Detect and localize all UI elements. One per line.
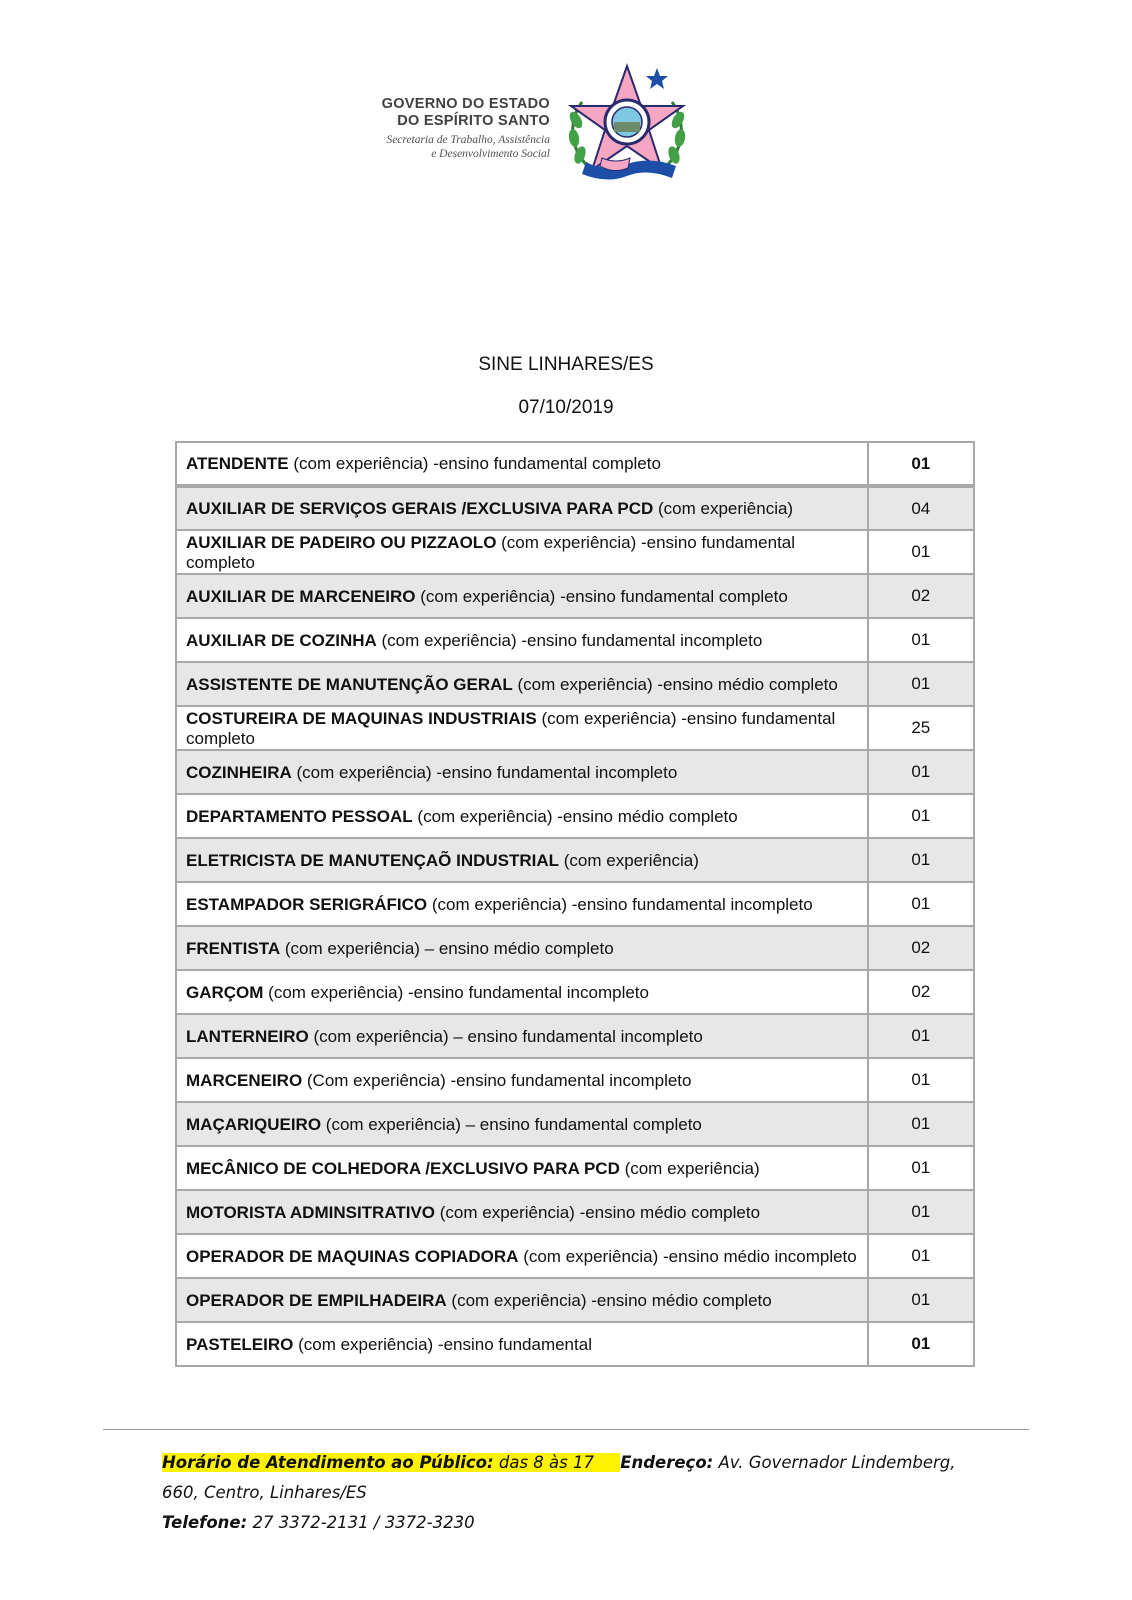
gov-line-1: GOVERNO DO ESTADO xyxy=(381,96,550,112)
job-description-cell xyxy=(176,970,868,1014)
job-title: MECÂNICO DE COLHEDORA /EXCLUSIVO PARA PCD xyxy=(186,1158,620,1178)
hours-highlight xyxy=(162,1453,620,1472)
job-description-cell xyxy=(176,1102,868,1146)
job-description-cell xyxy=(176,750,868,794)
job-requirements: (com experiência) -ensino fundamental completo xyxy=(186,532,796,572)
table-row xyxy=(176,926,974,970)
secretaria-line-1: Secretaria de Trabalho, Assistência xyxy=(386,134,550,146)
job-vacancies-cell: 01 xyxy=(868,442,974,486)
job-vacancies-cell: 01 xyxy=(868,1278,974,1322)
job-title: PASTELEIRO xyxy=(186,1334,294,1354)
job-description-cell xyxy=(176,662,868,706)
job-vacancies-cell: 01 xyxy=(868,882,974,926)
page-title: SINE LINHARES/ES xyxy=(478,354,654,375)
job-vacancies-cell: 02 xyxy=(868,970,974,1014)
job-vacancies-cell: 01 xyxy=(868,1014,974,1058)
page-date: 07/10/2019 xyxy=(518,397,614,418)
job-requirements: (com experiência) – ensino médio completo xyxy=(280,938,614,958)
address-label: Endereço: xyxy=(620,1453,714,1472)
job-description-cell xyxy=(176,838,868,882)
job-description-cell xyxy=(176,1278,868,1322)
job-title: ESTAMPADOR SERIGRÁFICO xyxy=(186,894,428,914)
job-title: ATENDENTE xyxy=(186,454,289,473)
job-requirements: (com experiência) -ensino fundamental completo xyxy=(415,586,788,606)
phone-value: 27 3372-2131 / 3372-3230 xyxy=(247,1513,475,1532)
job-title: OPERADOR DE EMPILHADEIRA xyxy=(186,1290,447,1310)
job-vacancies-cell: 01 xyxy=(868,530,974,574)
job-requirements: (com experiência) -ensino fundamental incompleto xyxy=(263,982,649,1002)
job-title: COZINHEIRA xyxy=(186,762,292,782)
state-coat-of-arms-icon xyxy=(562,62,692,190)
job-vacancies-cell: 01 xyxy=(868,1234,974,1278)
hours-value: das 8 às 17 xyxy=(493,1453,621,1472)
table-row xyxy=(176,662,974,706)
gov-line-2: DO ESPÍRITO SANTO xyxy=(397,113,550,129)
table-row xyxy=(176,486,974,530)
job-title: OPERADOR DE MAQUINAS COPIADORA xyxy=(186,1246,519,1266)
job-title: FRENTISTA xyxy=(186,938,281,958)
footer xyxy=(162,1448,982,1538)
table-row xyxy=(176,1322,974,1366)
job-description-cell xyxy=(176,442,868,486)
job-vacancies-cell: 01 xyxy=(868,1102,974,1146)
job-title: LANTERNEIRO xyxy=(186,1026,309,1046)
job-requirements: (com experiência) xyxy=(559,850,699,870)
table-row xyxy=(176,1102,974,1146)
job-requirements: (com experiência) -ensino fundamental incompleto xyxy=(376,630,763,650)
job-requirements: (com experiência) – ensino fundamental incompleto xyxy=(308,1026,703,1046)
job-title: AUXILIAR DE COZINHA xyxy=(186,630,377,650)
job-title: AUXILIAR DE SERVIÇOS GERAIS /EXCLUSIVA PARA PCD xyxy=(186,499,654,518)
job-vacancies-cell: 01 xyxy=(868,838,974,882)
table-row xyxy=(176,1278,974,1322)
job-title: ASSISTENTE DE MANUTENÇÃO GERAL xyxy=(186,674,513,694)
table-row xyxy=(176,530,974,574)
job-requirements: (com experiência) -ensino fundamental incompleto xyxy=(427,894,813,914)
job-requirements: (com experiência) -ensino médio completo xyxy=(435,1202,761,1222)
table-row xyxy=(176,706,974,750)
job-description-cell xyxy=(176,574,868,618)
address-value: Av. Governador Lindemberg, 660, Centro, Linhares/ES xyxy=(162,1453,956,1502)
job-requirements: (com experiência) xyxy=(619,1158,760,1178)
job-description-cell xyxy=(176,1058,868,1102)
job-description-cell xyxy=(176,618,868,662)
job-description-cell xyxy=(176,1190,868,1234)
job-vacancies-cell: 01 xyxy=(868,1322,974,1366)
job-requirements: (Com experiência) -ensino fundamental incompleto xyxy=(302,1070,692,1090)
table-row xyxy=(176,1234,974,1278)
job-vacancies-cell: 01 xyxy=(868,662,974,706)
job-requirements: (com experiência) -ensino fundamental completo xyxy=(288,454,661,473)
job-vacancies-cell: 02 xyxy=(868,926,974,970)
job-requirements: (com experiência) – ensino fundamental completo xyxy=(321,1114,702,1134)
letterhead xyxy=(340,62,700,192)
footer-divider xyxy=(103,1429,1029,1430)
job-vacancies-cell: 01 xyxy=(868,1146,974,1190)
job-vacancies-cell: 01 xyxy=(868,794,974,838)
job-title: MARCENEIRO xyxy=(186,1070,303,1090)
job-requirements: (com experiência) -ensino fundamental xyxy=(293,1334,592,1354)
job-description-cell xyxy=(176,794,868,838)
phone-label: Telefone: xyxy=(162,1513,248,1532)
job-title: AUXILIAR DE PADEIRO OU PIZZAOLO xyxy=(186,532,497,552)
job-description-cell xyxy=(176,706,868,750)
job-requirements: (com experiência) -ensino fundamental incompleto xyxy=(291,762,678,782)
hours-label: Horário de Atendimento ao Público: xyxy=(162,1453,494,1472)
job-description-cell xyxy=(176,1234,868,1278)
job-requirements: (com experiência) -ensino médio completo xyxy=(512,674,838,694)
table-row xyxy=(176,618,974,662)
job-description-cell xyxy=(176,530,868,574)
job-description-cell xyxy=(176,486,868,530)
job-requirements: (com experiência) -ensino fundamental completo xyxy=(186,708,836,748)
job-vacancies-cell: 01 xyxy=(868,750,974,794)
job-openings-table xyxy=(175,441,975,1367)
table-row xyxy=(176,1058,974,1102)
job-description-cell xyxy=(176,1322,868,1366)
table-row xyxy=(176,574,974,618)
table-row xyxy=(176,838,974,882)
table-row xyxy=(176,794,974,838)
job-description-cell xyxy=(176,926,868,970)
job-description-cell xyxy=(176,882,868,926)
government-name-block xyxy=(340,96,550,161)
job-title: ELETRICISTA DE MANUTENÇAÕ INDUSTRIAL xyxy=(186,850,560,870)
table-row xyxy=(176,442,974,486)
job-description-cell xyxy=(176,1014,868,1058)
table-row xyxy=(176,1014,974,1058)
job-vacancies-cell: 02 xyxy=(868,574,974,618)
job-title: GARÇOM xyxy=(186,982,264,1002)
job-requirements: (com experiência) -ensino médio completo xyxy=(446,1290,772,1310)
secretaria-line-2: e Desenvolvimento Social xyxy=(431,148,550,160)
job-requirements: (com experiência) xyxy=(653,499,794,518)
job-title: AUXILIAR DE MARCENEIRO xyxy=(186,586,416,606)
job-title: DEPARTAMENTO PESSOAL xyxy=(186,806,413,826)
job-description-cell xyxy=(176,1146,868,1190)
table-row xyxy=(176,750,974,794)
table-row xyxy=(176,1146,974,1190)
job-vacancies-cell: 01 xyxy=(868,618,974,662)
job-vacancies-cell: 01 xyxy=(868,1058,974,1102)
job-requirements: (com experiência) -ensino médio incompleto xyxy=(518,1246,857,1266)
table-row xyxy=(176,970,974,1014)
job-requirements: (com experiência) -ensino médio completo xyxy=(412,806,738,826)
table-row xyxy=(176,882,974,926)
job-vacancies-cell: 01 xyxy=(868,1190,974,1234)
job-title: MOTORISTA ADMINSITRATIVO xyxy=(186,1202,436,1222)
job-title: MAÇARIQUEIRO xyxy=(186,1114,322,1134)
table-row xyxy=(176,1190,974,1234)
job-vacancies-cell: 25 xyxy=(868,706,974,750)
job-title: COSTUREIRA DE MAQUINAS INDUSTRIAIS xyxy=(186,708,537,728)
job-vacancies-cell: 04 xyxy=(868,486,974,530)
